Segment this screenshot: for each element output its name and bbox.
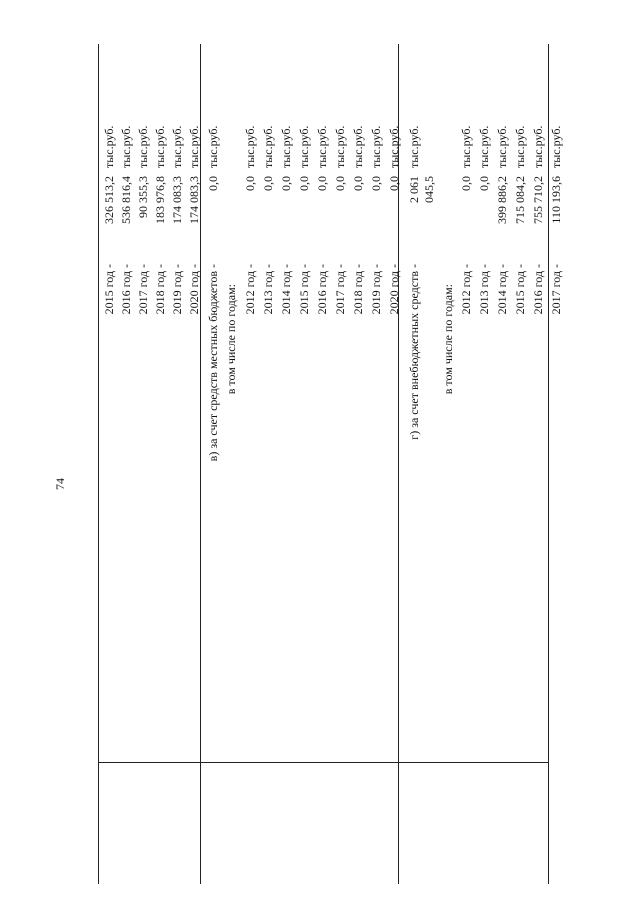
unit-label: тыс.руб. — [459, 125, 473, 168]
section-v-subheading-row — [222, 44, 240, 514]
unit-label: тыс.руб. — [387, 125, 401, 168]
year-label: 2018 год - — [153, 264, 167, 315]
amount-value: 0,0 — [477, 176, 491, 191]
unit-label: тыс.руб. — [119, 125, 133, 168]
section-g-subheading: в том числе по годам: — [441, 284, 455, 395]
section-v-heading-row — [204, 44, 222, 514]
table-row — [151, 44, 169, 514]
amount-value: 110 193,6 — [549, 176, 563, 224]
year-label: 2019 год - — [369, 264, 383, 315]
year-label: 2013 год - — [261, 264, 275, 315]
amount-value: 755 710,2 — [531, 176, 545, 224]
unit-label: тыс.руб. — [136, 125, 150, 168]
unit-label: тыс.руб. — [297, 125, 311, 168]
table-row — [295, 44, 313, 514]
year-label: 2016 год - — [315, 264, 329, 315]
unit-label: тыс.руб. — [477, 125, 491, 168]
section-g-total-wrap-row — [420, 44, 438, 514]
year-label: 2014 год - — [495, 264, 509, 315]
table-row — [277, 44, 295, 514]
table-row — [331, 44, 349, 514]
table-border-left — [98, 44, 99, 884]
amount-value: 0,0 — [297, 176, 311, 191]
amount-value: 0,0 — [459, 176, 473, 191]
table-row — [511, 44, 529, 514]
table-row — [385, 44, 403, 514]
year-label: 2017 год - — [136, 264, 150, 315]
unit-label: тыс.руб. — [206, 125, 220, 168]
table-row — [259, 44, 277, 514]
section-g-total-line-1: 2 061 — [407, 176, 421, 203]
unit-label: тыс.руб. — [170, 125, 184, 168]
amount-value: 90 355,3 — [136, 176, 150, 218]
year-label: 2020 год - — [387, 264, 401, 315]
year-label: 2018 год - — [351, 264, 365, 315]
table-row — [117, 44, 135, 514]
unit-label: тыс.руб. — [333, 125, 347, 168]
table-row — [367, 44, 385, 514]
unit-label: тыс.руб. — [102, 125, 116, 168]
amount-value: 0,0 — [261, 176, 275, 191]
unit-label: тыс.руб. — [549, 125, 563, 168]
unit-label: тыс.руб. — [351, 125, 365, 168]
year-label: 2013 год - — [477, 264, 491, 315]
amount-value: 174 083,3 — [170, 176, 184, 224]
amount-value: 399 886,2 — [495, 176, 509, 224]
table-row — [349, 44, 367, 514]
year-label: 2017 год - — [333, 264, 347, 315]
table-row — [313, 44, 331, 514]
table-row — [547, 44, 565, 514]
section-v-total: 0,0 — [206, 176, 220, 191]
table-row — [241, 44, 259, 514]
unit-label: тыс.руб. — [153, 125, 167, 168]
table-row — [185, 44, 203, 514]
table-row — [168, 44, 186, 514]
amount-value: 0,0 — [279, 176, 293, 191]
amount-value: 0,0 — [315, 176, 329, 191]
table-column-divider — [98, 762, 548, 763]
section-v-heading: в) за счет средств местных бюджетов - — [206, 264, 220, 462]
table-row — [457, 44, 475, 514]
unit-label: тыс.руб. — [261, 125, 275, 168]
page-number: 74 — [53, 478, 67, 490]
table-row — [100, 44, 118, 514]
amount-value: 0,0 — [369, 176, 383, 191]
section-g-total-line-2: 045,5 — [422, 176, 436, 203]
amount-value: 326 513,2 — [102, 176, 116, 224]
year-label: 2012 год - — [459, 264, 473, 315]
amount-value: 0,0 — [333, 176, 347, 191]
amount-value: 0,0 — [243, 176, 257, 191]
year-label: 2017 год - — [549, 264, 563, 315]
unit-label: тыс.руб. — [187, 125, 201, 168]
table-row — [493, 44, 511, 514]
rotated-financing-table — [100, 44, 563, 514]
amount-value: 183 976,8 — [153, 176, 167, 224]
unit-label: тыс.руб. — [369, 125, 383, 168]
section-g-subheading-row — [439, 44, 457, 514]
amount-value: 0,0 — [387, 176, 401, 191]
year-label: 2019 год - — [170, 264, 184, 315]
section-v-subheading: в том числе по годам: — [224, 284, 238, 395]
year-label: 2015 год - — [513, 264, 527, 315]
amount-value: 174 083,3 — [187, 176, 201, 224]
unit-label: тыс.руб. — [279, 125, 293, 168]
year-label: 2020 год - — [187, 264, 201, 315]
year-label: 2016 год - — [119, 264, 133, 315]
amount-value: 0,0 — [351, 176, 365, 191]
table-row — [475, 44, 493, 514]
amount-value: 536 816,4 — [119, 176, 133, 224]
table-row — [134, 44, 152, 514]
section-g-heading: г) за счет внебюджетных средств - — [407, 264, 421, 440]
year-label: 2012 год - — [243, 264, 257, 315]
unit-label: тыс.руб. — [531, 125, 545, 168]
unit-label: тыс.руб. — [243, 125, 257, 168]
year-label: 2014 год - — [279, 264, 293, 315]
table-row — [529, 44, 547, 514]
amount-value: 715 084,2 — [513, 176, 527, 224]
year-label: 2015 год - — [297, 264, 311, 315]
unit-label: тыс.руб. — [495, 125, 509, 168]
year-label: 2015 год - — [102, 264, 116, 315]
unit-label: тыс.руб. — [315, 125, 329, 168]
unit-label: тыс.руб. — [513, 125, 527, 168]
year-label: 2016 год - — [531, 264, 545, 315]
unit-label: тыс.руб. — [407, 125, 421, 168]
